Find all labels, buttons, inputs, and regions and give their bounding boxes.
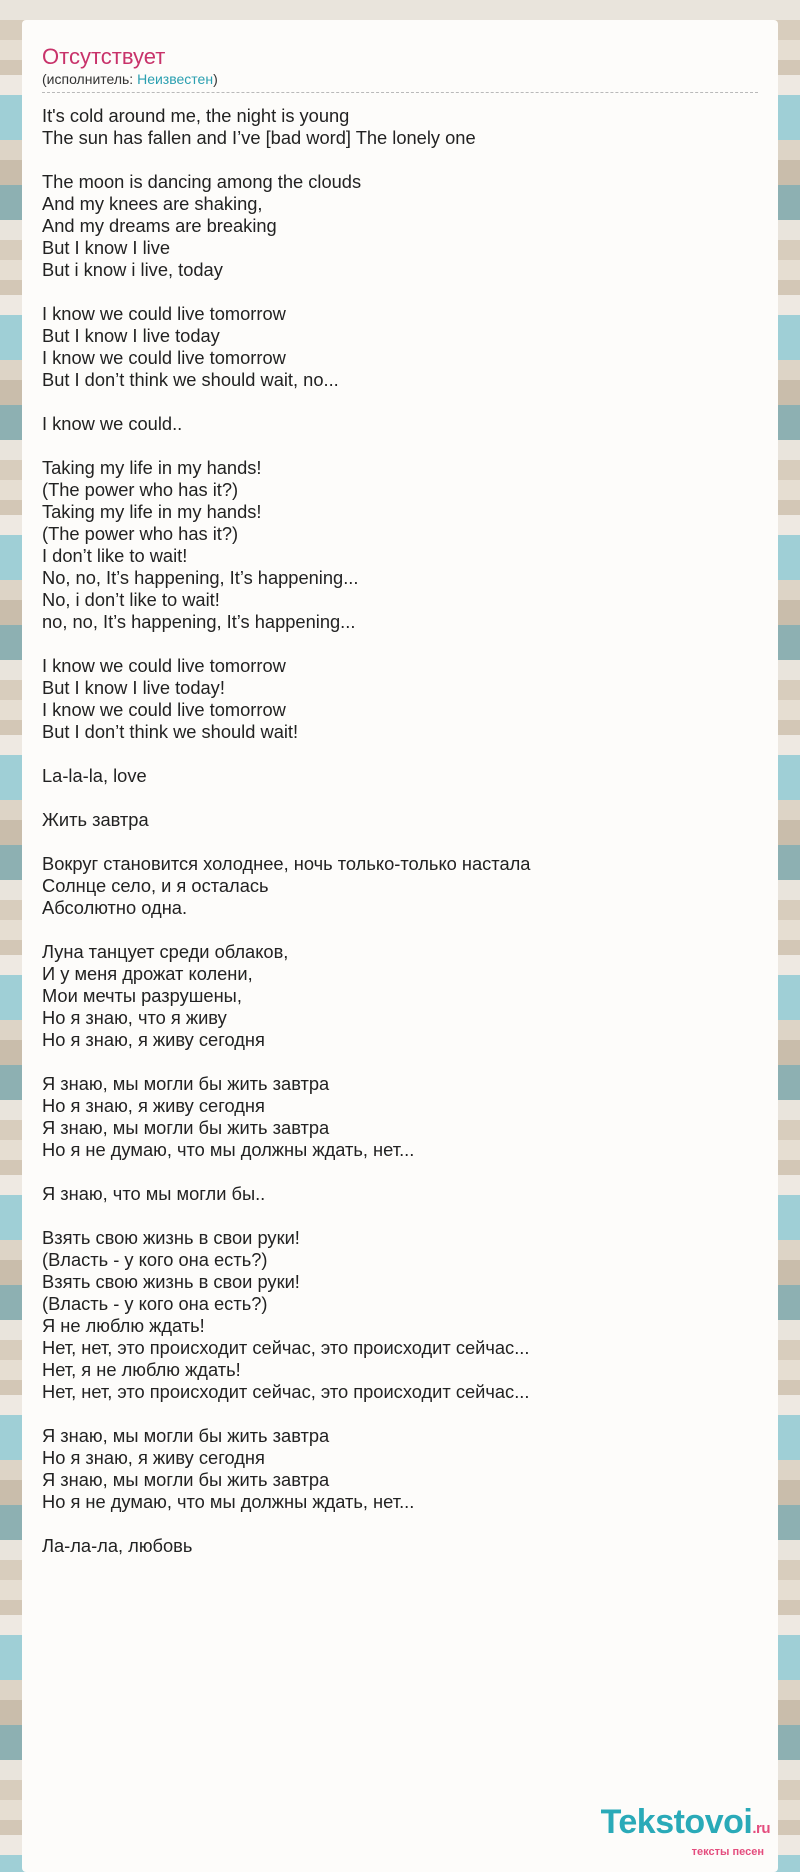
lyric-line [42, 147, 778, 169]
lyric-line: (The power who has it?) [42, 523, 239, 544]
lyric-line: Но я знаю, я живу сегодня [42, 1029, 265, 1050]
lyric-line: Но я не думаю, что мы должны ждать, нет... [42, 1491, 415, 1512]
logo-tagline: тексты песен [691, 1846, 764, 1858]
lyric-line: Солнце село, и я осталась [42, 875, 269, 896]
logo-name: Tekstovoi [600, 1803, 753, 1841]
lyric-line: The moon is dancing among the clouds [42, 171, 362, 192]
lyric-line: Но я не думаю, что мы должны ждать, нет... [42, 1139, 415, 1160]
performer-prefix: (исполнитель: [42, 71, 138, 87]
lyric-line [42, 1401, 778, 1423]
performer-link[interactable]: Неизвестен [137, 71, 214, 87]
performer-line [42, 70, 758, 93]
lyric-line: И у меня дрожат колени, [42, 963, 253, 984]
lyric-line: I know we could live tomorrow [42, 347, 286, 368]
lyric-line: But I know I live today! [42, 677, 225, 698]
lyric-line: (Власть - у кого она есть?) [42, 1249, 268, 1270]
logo-tld: .ru [752, 1820, 770, 1837]
lyric-line: no, no, It’s happening, It’s happening... [42, 611, 356, 632]
lyric-line: Но я знаю, я живу сегодня [42, 1095, 265, 1116]
lyric-line: Взять свою жизнь в свои руки! [42, 1227, 300, 1248]
lyric-line: Я знаю, мы могли бы жить завтра [42, 1469, 330, 1490]
lyric-line [42, 785, 778, 807]
lyric-line: But i know i live, today [42, 259, 223, 280]
lyric-line [42, 279, 778, 301]
lyric-line: Я знаю, мы могли бы жить завтра [42, 1425, 330, 1446]
lyric-line: No, no, It’s happening, It’s happening... [42, 567, 359, 588]
lyric-line: Я знаю, мы могли бы жить завтра [42, 1117, 330, 1138]
lyric-line: Taking my life in my hands! [42, 501, 262, 522]
lyric-line: Нет, я не люблю ждать! [42, 1359, 241, 1380]
lyric-line: La-la-la, love [42, 765, 147, 786]
lyric-line [42, 433, 778, 455]
lyric-line [42, 917, 778, 939]
lyric-line: Я знаю, мы могли бы жить завтра [42, 1073, 330, 1094]
lyrics-card [22, 20, 778, 1872]
lyric-line [42, 1049, 778, 1071]
lyric-line [42, 631, 778, 653]
lyric-line: And my knees are shaking, [42, 193, 263, 214]
lyric-line: I know we could live tomorrow [42, 303, 286, 324]
lyric-line: Взять свою жизнь в свои руки! [42, 1271, 300, 1292]
lyric-line: No, i don’t like to wait! [42, 589, 220, 610]
lyric-line: Ла-ла-ла, любовь [42, 1535, 193, 1556]
lyric-line: Я не люблю ждать! [42, 1315, 205, 1336]
lyric-line [42, 1203, 778, 1225]
song-title: Отсутствует [42, 44, 166, 69]
lyric-line: Нет, нет, это происходит сейчас, это происходит сейчас... [42, 1337, 530, 1358]
lyric-line [42, 741, 778, 763]
lyric-line: Мои мечты разрушены, [42, 985, 242, 1006]
lyric-line [42, 1159, 778, 1181]
lyric-line: (The power who has it?) [42, 479, 239, 500]
lyric-line [42, 829, 778, 851]
lyric-line: Нет, нет, это происходит сейчас, это происходит сейчас... [42, 1381, 530, 1402]
lyric-line: But I don’t think we should wait, no... [42, 369, 339, 390]
lyric-line: But I know I live today [42, 325, 220, 346]
site-logo[interactable] [601, 1805, 770, 1858]
lyric-line [42, 1511, 778, 1533]
lyric-line: Луна танцует среди облаков, [42, 941, 289, 962]
lyric-line: Taking my life in my hands! [42, 457, 262, 478]
lyric-line: I don’t like to wait! [42, 545, 188, 566]
lyric-line: The sun has fallen and I’ve [bad word] The lonely one [42, 127, 476, 148]
lyric-line [42, 389, 778, 411]
lyric-line: Абсолютно одна. [42, 897, 188, 918]
lyric-line: But I don’t think we should wait! [42, 721, 299, 742]
lyric-line: Но я знаю, что я живу [42, 1007, 227, 1028]
lyric-line: (Власть - у кого она есть?) [42, 1293, 268, 1314]
lyric-line: I know we could live tomorrow [42, 699, 286, 720]
lyric-line: It's cold around me, the night is young [42, 105, 350, 126]
lyric-line: And my dreams are breaking [42, 215, 277, 236]
lyric-line: Но я знаю, я живу сегодня [42, 1447, 265, 1468]
lyrics-body [42, 103, 778, 1555]
lyric-line: Я знаю, что мы могли бы.. [42, 1183, 266, 1204]
performer-suffix: ) [213, 71, 218, 87]
lyric-line: I know we could.. [42, 413, 183, 434]
lyric-line: But I know I live [42, 237, 171, 258]
lyric-line: Вокруг становится холоднее, ночь только-только настала [42, 853, 531, 874]
lyric-line: I know we could live tomorrow [42, 655, 286, 676]
lyric-line: Жить завтра [42, 809, 149, 830]
